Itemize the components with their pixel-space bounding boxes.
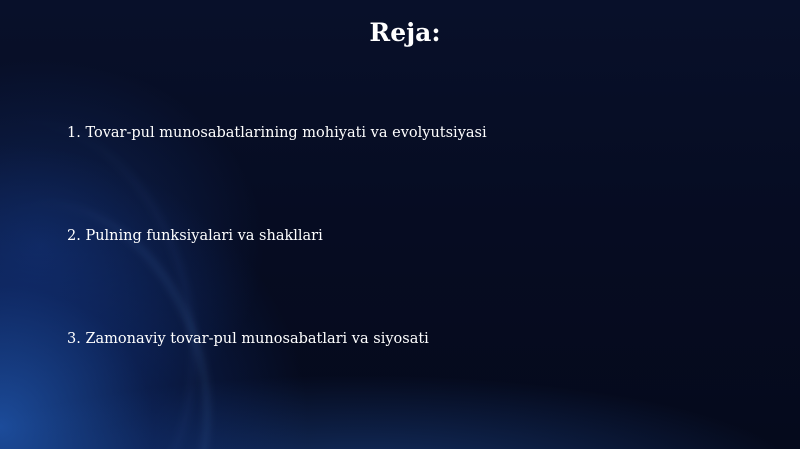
slide-title: Reja: xyxy=(369,18,441,47)
plan-item-3: 3. Zamonaviy tovar-pul munosabatlari va siyosati xyxy=(67,331,429,347)
plan-item-2: 2. Pulning funksiyalari va shakllari xyxy=(67,228,323,244)
plan-item-1: 1. Tovar-pul munosabatlarining mohiyati va evolyutsiyasi xyxy=(67,125,487,141)
